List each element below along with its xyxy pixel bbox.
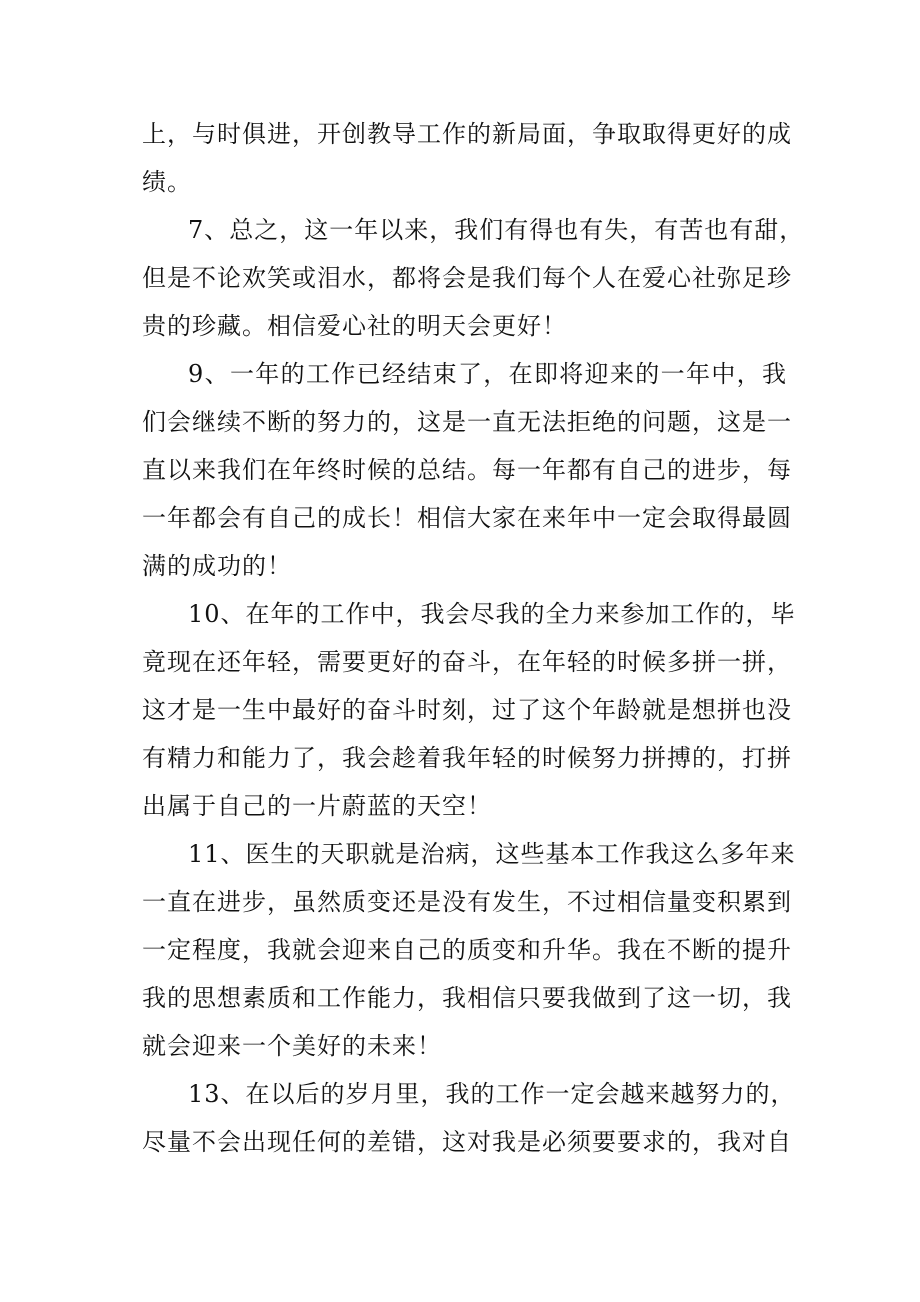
text-line: 直以来我们在年终时候的总结。每一年都有自己的进步，每 bbox=[142, 456, 792, 484]
text-line: 满的成功的！ bbox=[142, 552, 292, 580]
text-line: 们会继续不断的努力的，这是一直无法拒绝的问题，这是一 bbox=[142, 408, 792, 436]
paragraph-2 bbox=[142, 206, 805, 350]
text-line: 这才是一生中最好的奋斗时刻，过了这个年龄就是想拼也没 bbox=[142, 696, 792, 724]
text-line: 就会迎来一个美好的未来！ bbox=[142, 1032, 442, 1060]
text-line: 上，与时俱进，开创教导工作的新局面，争取取得更好的成 bbox=[142, 120, 792, 148]
text-line: 9、一年的工作已经结束了，在即将迎来的一年中，我 bbox=[188, 360, 787, 388]
text-line: 贵的珍藏。相信爱心社的明天会更好！ bbox=[142, 312, 567, 340]
text-line: 出属于自己的一片蔚蓝的天空！ bbox=[142, 792, 492, 820]
text-line: 7、总之，这一年以来，我们有得也有失，有苦也有甜， bbox=[188, 216, 805, 244]
paragraph-6 bbox=[142, 1070, 796, 1166]
text-line: 一直在进步，虽然质变还是没有发生，不过相信量变积累到 bbox=[142, 888, 792, 916]
text-line: 绩。 bbox=[142, 168, 192, 196]
text-line: 13、在以后的岁月里，我的工作一定会越来越努力的， bbox=[188, 1080, 796, 1108]
text-line: 我的思想素质和工作能力，我相信只要我做到了这一切，我 bbox=[142, 984, 792, 1012]
text-line: 但是不论欢笑或泪水，都将会是我们每个人在爱心社弥足珍 bbox=[142, 264, 792, 292]
text-line: 一年都会有自己的成长！相信大家在来年中一定会取得最圆 bbox=[142, 504, 792, 532]
text-line: 有精力和能力了，我会趁着我年轻的时候努力拼搏的，打拼 bbox=[142, 744, 792, 772]
text-line: 尽量不会出现任何的差错，这对我是必须要要求的，我对自 bbox=[142, 1128, 792, 1156]
paragraph-1 bbox=[142, 110, 792, 206]
text-line: 11、医生的天职就是治病，这些基本工作我这么多年来 bbox=[188, 840, 796, 868]
paragraph-3 bbox=[142, 350, 792, 590]
text-line: 一定程度，我就会迎来自己的质变和升华。我在不断的提升 bbox=[142, 936, 792, 964]
paragraph-5 bbox=[142, 830, 796, 1070]
paragraph-4 bbox=[142, 590, 796, 830]
text-line: 10、在年的工作中，我会尽我的全力来参加工作的，毕 bbox=[188, 600, 796, 628]
document-body bbox=[142, 110, 805, 1166]
text-line: 竟现在还年轻，需要更好的奋斗，在年轻的时候多拼一拼， bbox=[142, 648, 792, 676]
